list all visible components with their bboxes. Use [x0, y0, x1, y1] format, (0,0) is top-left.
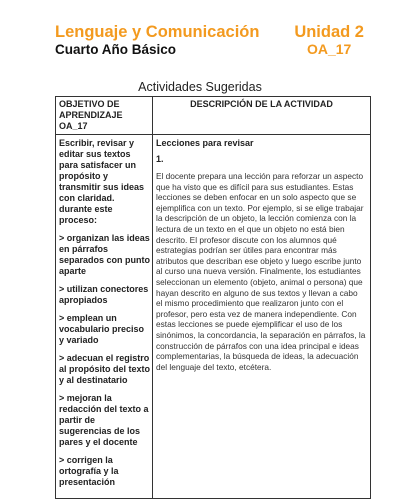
table-header-row — [56, 97, 371, 135]
header-right — [294, 23, 364, 58]
activity-cell — [153, 135, 371, 499]
subject-title: Lenguaje y Comunicación — [55, 23, 260, 41]
objective-intro: Escribir, revisar y editar sus textos para satisfacer un propósito y transmitir sus ideas con claridad. durante este proceso: — [59, 138, 145, 225]
table-row — [56, 135, 371, 499]
grade-level: Cuarto Año Básico — [55, 42, 177, 57]
activity-number: 1. — [156, 154, 164, 164]
activity-title: Lecciones para revisar — [156, 138, 254, 148]
header-left — [55, 23, 259, 58]
objective-item-5: > mejoran la redacción del texto a partir de sugerencias de los pares y el docente — [59, 393, 149, 447]
activities-table — [55, 96, 371, 499]
activity-description: El docente prepara una lección para reforzar un aspecto que ha visto que es difícil para sus estudiantes. Estas lecciones se deben enfocar en un solo aspecto que se ejemplifica con un texto. Por ejemplo, si se elige trabajar la descripción de un objeto, la lección comienza con la lectura de un texto en el que un objeto no está bien descrito. El profesor discute con los alumnos qué estrategias podrían ser útiles para encontrar más atributos que describan ese objeto y luego escribe junto al curso una nueva versión. Finalmente, los estudiantes seleccionan un elemento (objeto, animal o persona) que hayan descrito en alguno de sus textos y llevan a cabo el mismo procedimiento que realizaron junto con el profesor, pero esta vez de manera independiente. Con estas lecciones se puede ejemplificar el uso de los sinónimos, la concordancia, la separación en párrafos, la construcción de párrafos con una idea principal e ideas complementarias, la búsqueda de ideas, la adecuación del lenguaje del texto, etcétera. — [156, 171, 366, 372]
activity-column-header: DESCRIPCIÓN DE LA ACTIVIDAD — [153, 97, 371, 135]
objective-column-header: OBJETIVO DE APRENDIZAJE OA_17 — [56, 97, 153, 135]
page-header — [0, 0, 400, 62]
objective-code: OA_17 — [306, 41, 352, 57]
section-title: Actividades Sugeridas — [138, 80, 262, 94]
objective-item-4: > adecuan el registro al propósito del texto y al destinatario — [59, 353, 151, 385]
objective-item-2: > utilizan conectores apropiados — [59, 284, 149, 305]
objective-cell — [56, 135, 153, 499]
unit-label: Unidad 2 — [294, 23, 364, 41]
objective-item-3: > emplean un vocabulario preciso y variado — [59, 313, 145, 345]
objective-item-1: > organizan las ideas en párrafos separados con punto aparte — [59, 233, 151, 276]
objective-item-6: > corrigen la ortografía y la presentación — [59, 455, 119, 487]
